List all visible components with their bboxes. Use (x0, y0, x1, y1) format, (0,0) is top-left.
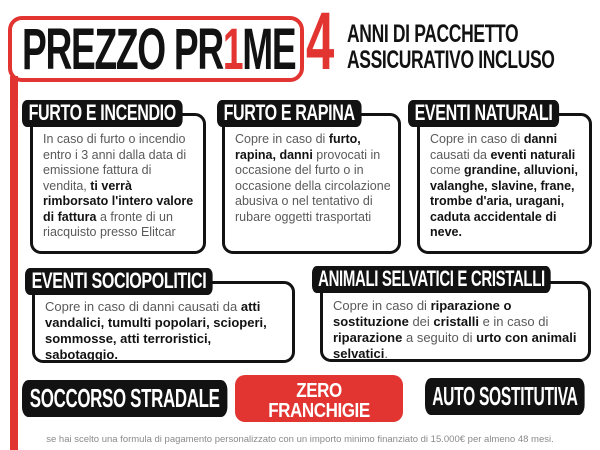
card-animali-selvatici-e-cristalli (312, 266, 596, 363)
card-eventi-naturali (408, 100, 592, 255)
card-box (30, 113, 206, 254)
badge-zero-franchigie (235, 375, 403, 436)
zero-franchigie-line-2: IN ELITCAR (286, 420, 352, 436)
card-title-badge: FURTO E RAPINA (217, 100, 361, 127)
card-body-text: Copre in caso di danni causati da atti vandalici, tumulti popolari, scioperi, sommosse, atti terroristici, sabotaggio. (45, 299, 267, 362)
card-box (222, 113, 401, 254)
zero-franchigie-line-1: ZERO FRANCHIGIE (268, 380, 370, 422)
title-suffix: ME (242, 17, 296, 82)
card-title-badge: ANIMALI SELVATICI E CRISTALLI (312, 266, 551, 293)
title-digit: 1 (222, 17, 243, 82)
subtitle-line-2: ASSICURATIVO INCLUSO (347, 46, 555, 74)
subtitle-line-1: ANNI DI PACCHETTO (347, 20, 519, 48)
header-subtitle (347, 21, 555, 73)
card-body-text: Copre in caso di danni causati da eventi naturali come grandine, alluvioni, valanghe, slavine, frane, trombe d'aria, uragani, caduta accidentale di neve. (430, 132, 578, 239)
card-furto-e-rapina (217, 100, 401, 255)
card-eventi-sociopolitici (25, 268, 295, 363)
card-furto-e-incendio (22, 100, 206, 255)
footer-disclaimer: se hai scelto una formula di pagamento personalizzato con un importo minimo finanziato di 15.000€ per almeno 48 mesi. (46, 434, 554, 445)
title-box (8, 16, 304, 82)
page-title (22, 17, 296, 82)
badge-auto-sostitutiva: AUTO SOSTITUTIVA (425, 378, 585, 415)
card-title-badge: EVENTI NATURALI (408, 100, 559, 127)
card-body-text: Copre in caso di riparazione o sostituzione dei cristalli e in caso di riparazione a seguito di urto con animali selvatici. (333, 298, 577, 361)
card-title-badge: EVENTI SOCIOPOLITICI (25, 268, 213, 295)
card-box (320, 281, 591, 362)
card-title-badge: FURTO E INCENDIO (22, 100, 182, 127)
years-number: 4 (306, 0, 335, 87)
card-body-text: In caso di furto o incendio entro i 3 anni dalla data di emissione fattura di vendita, ti verrà rimborsato l'intero valore di fattura a fronte di un riacquisto presso Elitcar (43, 132, 194, 239)
card-body-text: Copre in caso di furto, rapina, danni provocati in occasione del furto o in occasione della circolazione abusiva o nel tentativo di rubare oggetti trasportati (235, 132, 391, 224)
left-accent-bar (10, 76, 18, 450)
card-box (417, 113, 592, 254)
badge-soccorso-stradale: SOCCORSO STRADALE (22, 380, 227, 417)
title-prefix: PREZZO PR (22, 17, 223, 82)
